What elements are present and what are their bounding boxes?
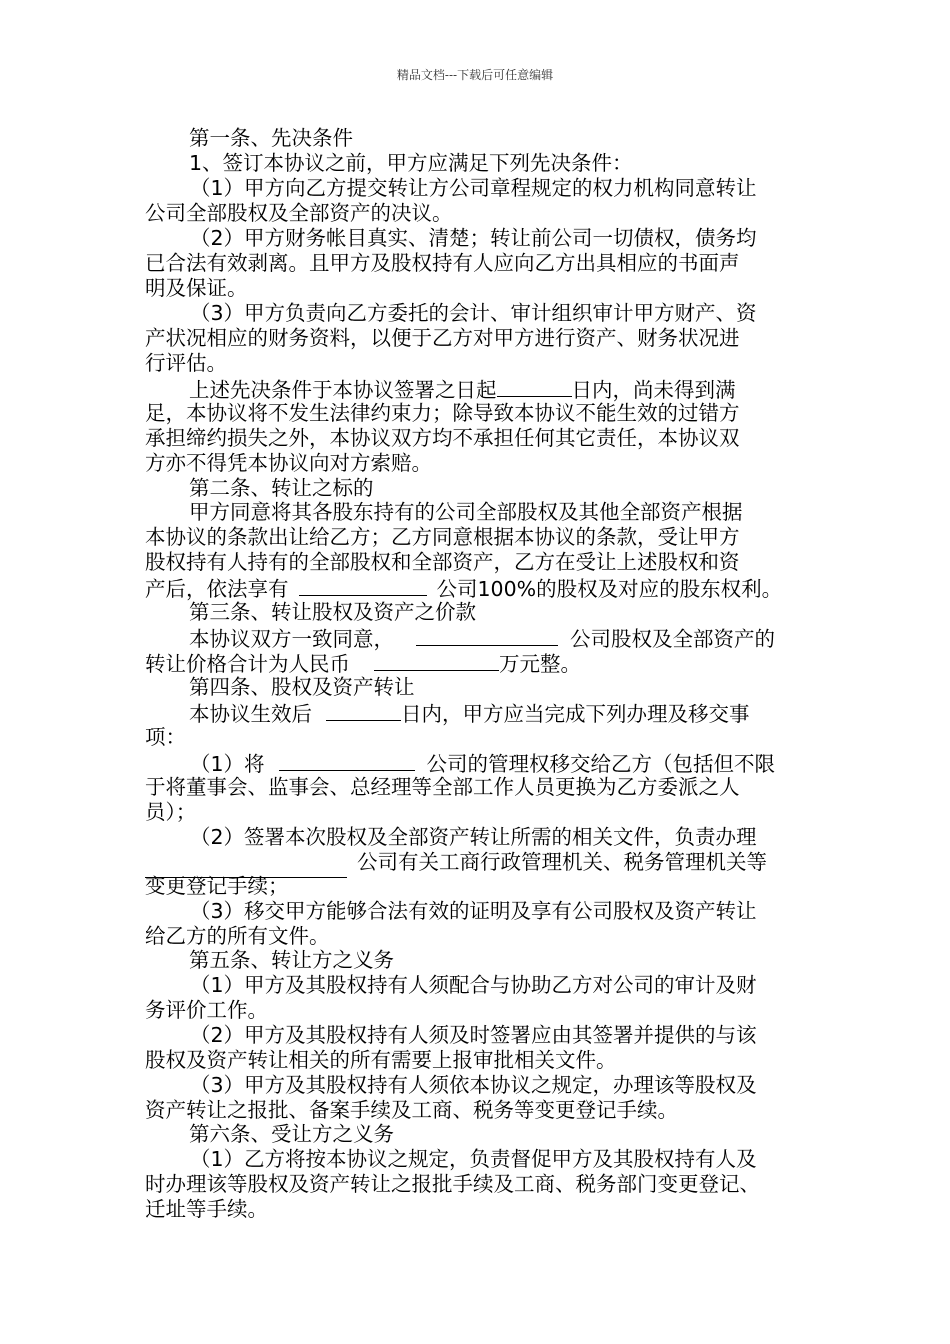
paragraph-line: 务评价工作。 <box>145 998 268 1022</box>
paragraph-line: 股权及资产转让相关的所有需要上报审批相关文件。 <box>145 1048 617 1072</box>
article-4-heading: 第四条、股权及资产转让 <box>189 675 415 699</box>
paragraph-line: 资产转让之报批、备案手续及工商、税务等变更登记手续。 <box>145 1098 678 1122</box>
blank-field <box>416 625 558 646</box>
blank-field <box>374 650 499 671</box>
paragraph-line <box>189 625 775 649</box>
paragraph-line: （2）签署本次股权及全部资产转让所需的相关文件，负责办理 <box>190 825 757 849</box>
article-3-heading: 第三条、转让股权及资产之价款 <box>189 600 476 624</box>
paragraph-line: （1）乙方将按本协议之规定，负责督促甲方及其股权持有人及 <box>190 1147 757 1171</box>
paragraph-line: 给乙方的所有文件。 <box>145 924 330 948</box>
paragraph-line: 承担缔约损失之外，本协议双方均不承担任何其它责任，本协议双 <box>145 426 740 450</box>
paragraph-line: （2）甲方财务帐目真实、清楚；转让前公司一切债权，债务均 <box>190 226 757 250</box>
line-text: 公司100%的股权及对应的股东权利。 <box>436 577 783 601</box>
paragraph-line: （3）甲方及其股权持有人须依本协议之规定，办理该等股权及 <box>190 1073 757 1097</box>
paragraph-line: 于将董事会、监事会、总经理等全部工作人员更换为乙方委派之人 <box>145 775 740 799</box>
line-text: 日内，甲方应当完成下列办理及移交事 <box>401 702 750 726</box>
paragraph-line: 产状况相应的财务资料，以便于乙方对甲方进行资产、财务状况进 <box>145 326 740 350</box>
article-6-heading: 第六条、受让方之义务 <box>189 1122 394 1146</box>
paragraph-line: （1）甲方及其股权持有人须配合与协助乙方对公司的审计及财 <box>190 973 757 997</box>
paragraph-line: 股权持有人持有的全部股权和全部资产，乙方在受让上述股权和资 <box>145 550 740 574</box>
paragraph-line: 变更登记手续； <box>145 874 289 898</box>
line-text: 公司股权及全部资产的 <box>570 627 775 651</box>
line-text: 上述先决条件于本协议签署之日起 <box>189 378 497 402</box>
line-text: 本协议双方一致同意， <box>189 627 394 651</box>
article-5-heading: 第五条、转让方之义务 <box>189 948 394 972</box>
paragraph-line: 本协议的条款出让给乙方；乙方同意根据本协议的条款，受让甲方 <box>145 525 740 549</box>
paragraph-line: （2）甲方及其股权持有人须及时签署应由其签署并提供的与该 <box>190 1023 757 1047</box>
paragraph-line <box>190 750 775 774</box>
paragraph-line: 时办理该等股权及资产转让之报批手续及工商、税务部门变更登记、 <box>145 1172 760 1196</box>
paragraph-line: 已合法有效剥离。且甲方及股权持有人应向乙方出具相应的书面声 <box>145 251 740 275</box>
paragraph-line: 公司有关工商行政管理机关、税务管理机关等 <box>357 850 767 874</box>
blank-field <box>497 376 572 397</box>
paragraph-line: 公司全部股权及全部资产的决议。 <box>145 201 453 225</box>
blank-field <box>326 700 401 721</box>
paragraph-line <box>189 376 736 400</box>
line-text: 转让价格合计为人民币 <box>145 652 350 676</box>
paragraph-line: 甲方同意将其各股东持有的公司全部股权及其他全部资产根据 <box>189 500 743 524</box>
line-text: （1）将 <box>190 752 265 776</box>
blank-field <box>279 750 415 771</box>
paragraph-line: （3）移交甲方能够合法有效的证明及享有公司股权及资产转让 <box>190 899 757 923</box>
line-text: 产后，依法享有 <box>145 577 289 601</box>
paragraph-line: （3）甲方负责向乙方委托的会计、审计组织审计甲方财产、资 <box>190 301 757 325</box>
paragraph-line <box>189 700 750 724</box>
paragraph-line: 1、签订本协议之前，甲方应满足下列先决条件： <box>189 151 633 175</box>
paragraph-line <box>145 575 782 599</box>
paragraph-line <box>145 650 581 674</box>
article-1-heading: 第一条、先决条件 <box>189 126 353 150</box>
paragraph-line: 方亦不得凭本协议向对方索赔。 <box>145 451 432 475</box>
page-header: 精品文档---下载后可任意编辑 <box>396 68 554 82</box>
blank-field-line <box>145 877 347 878</box>
line-text: 日内，尚未得到满 <box>571 378 736 402</box>
paragraph-line: 明及保证。 <box>145 276 248 300</box>
line-text: 本协议生效后 <box>189 702 312 726</box>
paragraph-line: 行评估。 <box>145 351 227 375</box>
paragraph-line: 足，本协议将不发生法律约束力；除导致本协议不能生效的过错方 <box>145 401 740 425</box>
paragraph-line: （1）甲方向乙方提交转让方公司章程规定的权力机构同意转让 <box>190 176 757 200</box>
paragraph-line: 员）； <box>145 800 197 824</box>
line-text: 万元整。 <box>499 652 581 676</box>
article-2-heading: 第二条、转让之标的 <box>189 476 374 500</box>
line-text: 公司的管理权移交给乙方（包括但不限 <box>426 752 776 776</box>
paragraph-line: 项： <box>145 725 186 749</box>
blank-field <box>299 575 427 596</box>
paragraph-line: 迁址等手续。 <box>145 1197 268 1221</box>
